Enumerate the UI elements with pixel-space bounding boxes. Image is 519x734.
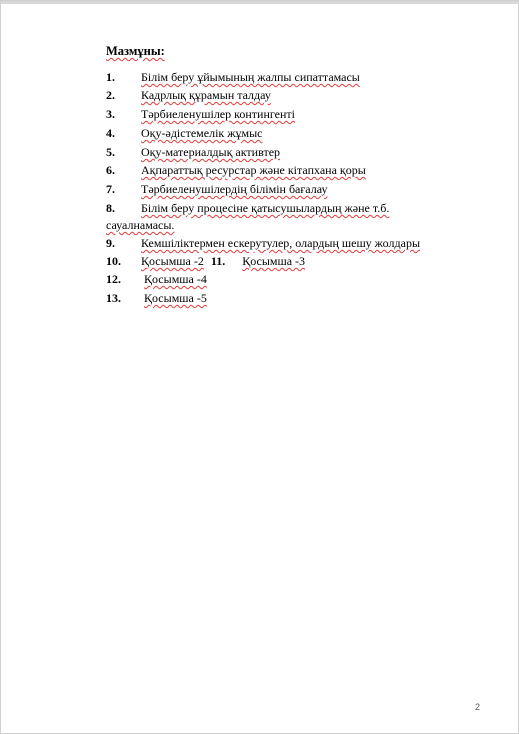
- toc-item-number: 7.: [106, 182, 115, 196]
- toc-item: [106, 254, 305, 269]
- toc-item: [106, 201, 389, 216]
- toc-item-text: Қосымша -5: [144, 291, 207, 305]
- toc-item-text: Қосымша -2: [141, 254, 204, 268]
- toc-item-text: сауалнамасы.: [106, 218, 175, 232]
- toc-item-text: Кадрлық құрамын талдау: [141, 88, 271, 102]
- toc-item: [106, 88, 271, 103]
- toc-item-text: Білім беру процесіне қатысушылардың және т.б.: [141, 201, 390, 215]
- page-top-border: [1, 1, 519, 4]
- toc-item: [106, 291, 207, 306]
- toc-item: [106, 70, 360, 85]
- toc-item: [106, 163, 366, 178]
- toc-item: [106, 272, 207, 287]
- toc-item-continuation: [106, 218, 174, 233]
- toc-item: [106, 236, 420, 251]
- toc-item-text: Ақпараттық ресурстар және кітапхана қоры: [141, 163, 366, 177]
- toc-item-text: Қосымша -4: [144, 272, 207, 286]
- toc-item-text: Тәрбиеленушілердің білімін бағалау: [141, 182, 328, 196]
- toc-item-text: Тәрбиеленушілер контингенті: [141, 107, 295, 121]
- toc-item-number: 3.: [106, 107, 115, 121]
- toc-item-number: 2.: [106, 88, 115, 102]
- toc-item-number: 1.: [106, 70, 115, 84]
- toc-item: [106, 182, 327, 197]
- toc-item-number: 5.: [106, 145, 115, 159]
- toc-item-number: 11.: [210, 254, 226, 268]
- page-number: 2: [475, 702, 481, 712]
- toc-item-number: 9.: [106, 236, 115, 250]
- toc-item-text: Кемшіліктермен ескерутулер, олардың шешу жолдары: [141, 236, 420, 250]
- toc-item-number: 8.: [106, 201, 115, 215]
- toc-item-number: 4.: [106, 126, 115, 140]
- toc-item: [106, 145, 280, 160]
- toc-item-text: Оқу-әдістемелік жұмыс: [141, 126, 263, 140]
- toc-item-number: 6.: [106, 163, 115, 177]
- toc-item-text: Қосымша -3: [242, 254, 306, 268]
- toc-item-number: 13.: [106, 291, 121, 305]
- toc-title: Мазмұны:: [106, 44, 165, 58]
- toc-item: [106, 126, 263, 141]
- toc-item-text: Оқу-материалдық активтер: [141, 145, 281, 159]
- toc-item-text: Білім беру ұйымының жалпы сипаттамасы: [141, 70, 360, 84]
- toc-item-number: 10.: [106, 254, 121, 268]
- toc-item: [106, 107, 295, 122]
- toc-item-number: 12.: [106, 272, 121, 286]
